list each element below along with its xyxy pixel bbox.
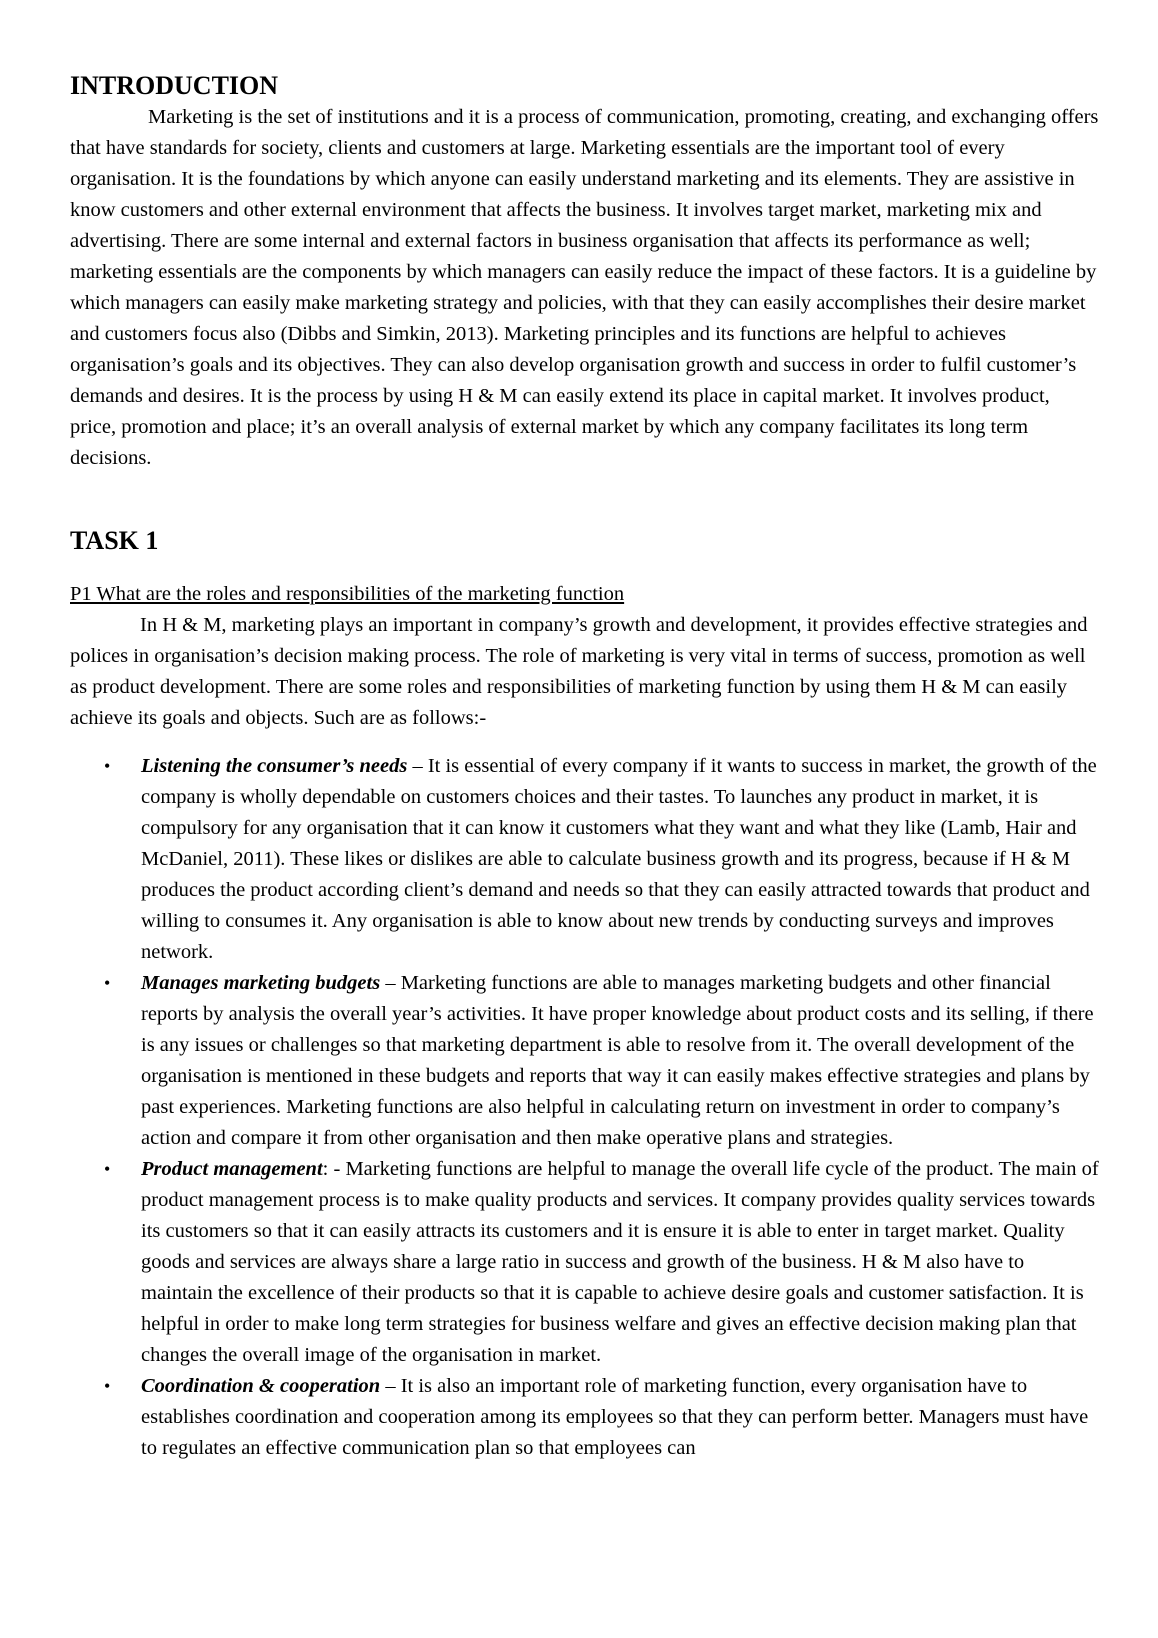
task-1-heading: TASK 1 [70, 526, 159, 555]
bullet-icon: • [104, 973, 111, 993]
bullet-icon: • [104, 756, 111, 776]
list-item [70, 1154, 1100, 1371]
roles-list [70, 751, 1100, 1464]
p1-question-heading: P1 What are the roles and responsibilities of the marketing function [70, 583, 625, 605]
list-item [70, 968, 1100, 1154]
list-item-term: Coordination & cooperation [141, 1375, 381, 1397]
bullet-icon: • [104, 1376, 111, 1396]
list-item [70, 751, 1100, 968]
list-item-text: – Marketing functions are able to manages marketing budgets and other financial reports by analysis the overall year’s activities. It have proper knowledge about product costs and its selling, if there is any issues or challenges so that marketing department is able to resolve from it. The overall development of the organisation is mentioned in these budgets and reports that way it can easily makes effective strategies and plans by past experiences. Marketing functions are also helpful in calculating return on investment in order to company’s action and compare it from other organisation and then make operative plans and strategies. [141, 972, 1094, 1149]
list-item [70, 1371, 1100, 1464]
list-item-text: – It is essential of every company if it wants to success in market, the growth of the company is wholly dependable on customers choices and their tastes. To launches any product in market, it is compulsory for any organisation that it can know it customers what they want and what they like (Lamb, Hair and McDaniel, 2011). These likes or dislikes are able to calculate business growth and its progress, because if H & M produces the product according client’s demand and needs so that they can easily attracted towards that product and willing to consumes it. Any organisation is able to know about new trends by conducting surveys and improves network. [141, 755, 1097, 963]
list-item-text: : - Marketing functions are helpful to manage the overall life cycle of the product. The main of product management process is to make quality products and services. It company provides quality services towards its customers so that it can easily attracts its customers and it is ensure it is able to enter in target market. Quality goods and services are always share a large ratio in success and growth of the business. H & M also have to maintain the excellence of their products so that it is capable to achieve desire goals and customer satisfaction. It is helpful in order to make long term strategies for business welfare and gives an effective decision making plan that changes the overall image of the organisation in market. [141, 1158, 1099, 1366]
document-page [70, 70, 1100, 1464]
bullet-icon: • [104, 1159, 111, 1179]
introduction-paragraph: Marketing is the set of institutions and it is a process of communication, promoting, creating, and exchanging offers that have standards for society, clients and customers at large. Marketing essentials are the important tool of every organisation. It is the foundations by which anyone can easily understand marketing and its elements. They are assistive in know customers and other external environment that affects the business. It involves target market, marketing mix and advertising. There are some internal and external factors in business organisation that affects its performance as well; marketing essentials are the components by which managers can easily reduce the impact of these factors. It is a guideline by which managers can easily make marketing strategy and policies, with that they can easily accomplishes their desire market and customers focus also (Dibbs and Simkin, 2013). Marketing principles and its functions are helpful to achieves organisation’s goals and its objectives. They can also develop organisation growth and success in order to fulfil customer’s demands and desires. It is the process by using H & M can easily extend its place in capital market. It involves product, price, promotion and place; it’s an overall analysis of external market by which any company facilitates its long term decisions. [70, 106, 1099, 469]
list-item-term: Listening the consumer’s needs [141, 755, 408, 777]
list-item-term: Product management [141, 1158, 323, 1180]
list-item-term: Manages marketing budgets [141, 972, 381, 994]
introduction-heading: INTRODUCTION [70, 71, 279, 100]
list-item-text: – It is also an important role of marketing function, every organisation have to establishes coordination and cooperation among its employees so that they can perform better. Managers must have to regulates an effective communication plan so that employees can [141, 1375, 1089, 1459]
task-1-intro-paragraph: In H & M, marketing plays an important in company’s growth and development, it provides effective strategies and polices in organisation’s decision making process. The role of marketing is very vital in terms of success, promotion as well as product development. There are some roles and responsibilities of marketing function by using them H & M can easily achieve its goals and objects. Such are as follows:- [70, 614, 1088, 729]
